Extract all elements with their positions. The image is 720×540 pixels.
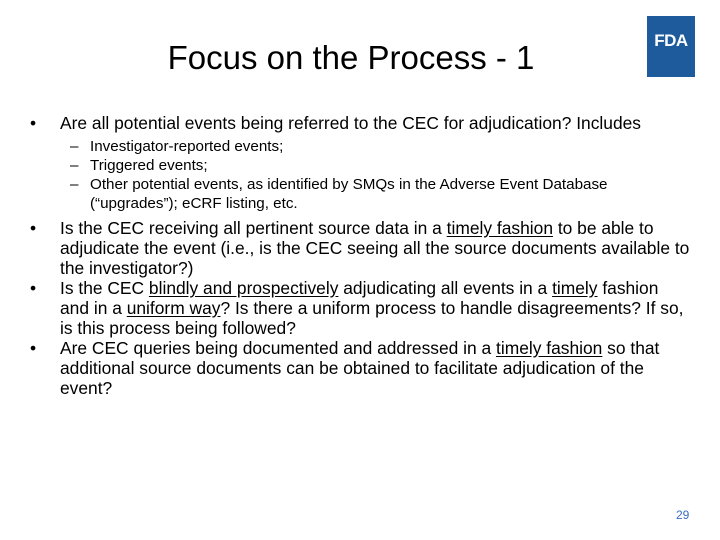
sub-bullet-item: – Other potential events, as identified by SMQs in the Adverse Event Database (“upgrades”); eCRF listing, etc.: [70, 175, 690, 213]
underlined-text: blindly and prospectively: [148, 278, 339, 298]
underlined-text: timely: [552, 278, 598, 298]
slide-title: Focus on the Process - 1: [167, 39, 535, 76]
fda-logo-text: FDA: [654, 31, 688, 50]
page-number: 29: [676, 508, 690, 522]
bullet-text: Is the CEC: [60, 278, 149, 298]
sub-bullet-item: – Triggered events;: [70, 156, 690, 175]
underlined-text: timely fashion: [446, 218, 553, 238]
bullet-text: ? Is there a uniform process to handle disagreements? If so, is this process being followed?: [60, 298, 684, 338]
sub-bullet-item: – Investigator-reported events;: [70, 137, 690, 156]
bullet-text: adjudicating all events in a: [338, 278, 553, 298]
bullet-text: so that additional source documents can be obtained to facilitate adjudication of the event?: [60, 338, 660, 398]
bullet-item: [30, 218, 690, 278]
bullet-text: Are all potential events being referred to the CEC for adjudication? Includes: [60, 113, 641, 133]
underlined-text: uniform way: [126, 298, 221, 318]
fda-logo: [647, 16, 695, 77]
bullet-text: Are CEC queries being documented and addressed in a: [60, 338, 497, 358]
slide-content: [30, 113, 690, 398]
bullet-text: Is the CEC receiving all pertinent source data in a: [60, 218, 447, 238]
bullet-text: fashion and in a: [60, 278, 659, 318]
bullet-text: to be able to adjudicate the event (i.e., is the CEC seeing all the source documents available to the investigator?): [60, 218, 690, 278]
underlined-text: timely fashion: [496, 338, 603, 358]
bullet-item: [30, 278, 690, 338]
sub-bullet-list: [70, 137, 690, 213]
bullet-item: [30, 338, 690, 398]
bullet-item: [30, 113, 690, 133]
